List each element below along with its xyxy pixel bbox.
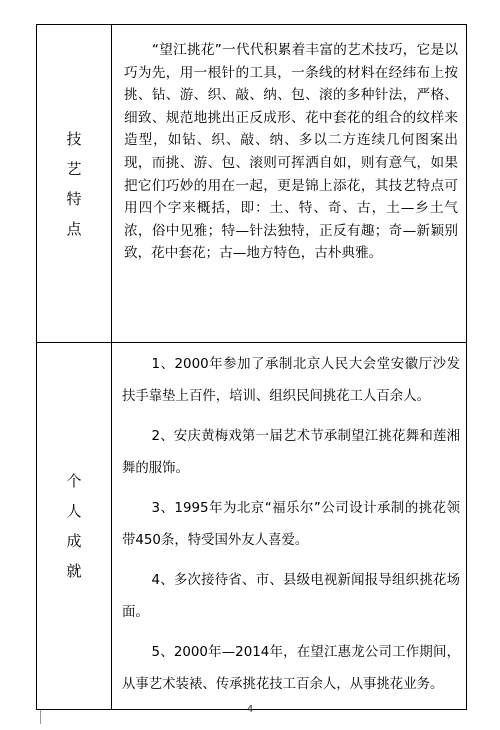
content-cell-achievements: [112, 343, 467, 710]
achievement-item: 4、多次接待省、市、县级电视新闻报导组织挑花场面。: [122, 573, 460, 620]
achievements-list: [112, 343, 466, 700]
footer-margin-mark: [40, 710, 41, 724]
table-row-achievements: [37, 343, 467, 710]
label-char: 技: [66, 129, 82, 148]
row-label-achievements: [37, 343, 111, 709]
achievement-item: 3、1995年为北京“福乐尔”公司设计承制的挑花领带450条，特受国外友人喜爱。: [122, 501, 460, 548]
achievement-item: 2、安庆黄梅戏第一届艺术节承制望江挑花舞和莲湘舞的服饰。: [122, 429, 460, 476]
label-char: 成: [66, 532, 82, 550]
page-number: 4: [246, 704, 254, 715]
achievement-item: 5、2000年—2014年，在望江惠龙公司工作期间，从事艺术装裱、传承挑花技工百余人，从事挑花业务。: [122, 645, 460, 692]
label-cell-technique: [37, 25, 112, 343]
label-char: 点: [66, 219, 82, 238]
info-table: [36, 24, 467, 710]
technique-paragraph: “望江挑花”一代代积累着丰富的艺术技巧，它是以巧为先，用一根针的工具，一条线的材料在经纬布上按挑、钻、游、织、敲、纳、包、滚的多种针法，严格、细致、规范地挑出正反成形、花中套花的组合的纹样来造型，如钻、织、敲、纳、多以二方连续几何图案出现，而挑、游、包、滚则可挥洒自如，则有意气，如果把它们巧妙的用在一起，更是锦上添花，其技艺特点可用四个字来概括，即：土、特、奇、古，土—乡土气浓，俗中见雅；特—针法独特，正反有趣；奇—新颖别致，花中套花；古—地方特色，古朴典雅。: [124, 42, 458, 262]
table-row-technique: [37, 25, 467, 343]
label-char: 就: [66, 562, 82, 580]
label-char: 特: [66, 189, 82, 208]
content-cell-technique: [112, 25, 467, 343]
achievement-item: 1、2000年参加了承制北京人民大会堂安徽厅沙发扶手靠垫上百件，培训、组织民间挑花工人百余人。: [122, 357, 460, 404]
label-char: 艺: [66, 159, 82, 178]
label-char: 个: [66, 472, 82, 490]
label-char: 人: [66, 502, 82, 520]
row-label-technique: [37, 25, 111, 342]
label-cell-achievements: [37, 343, 112, 710]
